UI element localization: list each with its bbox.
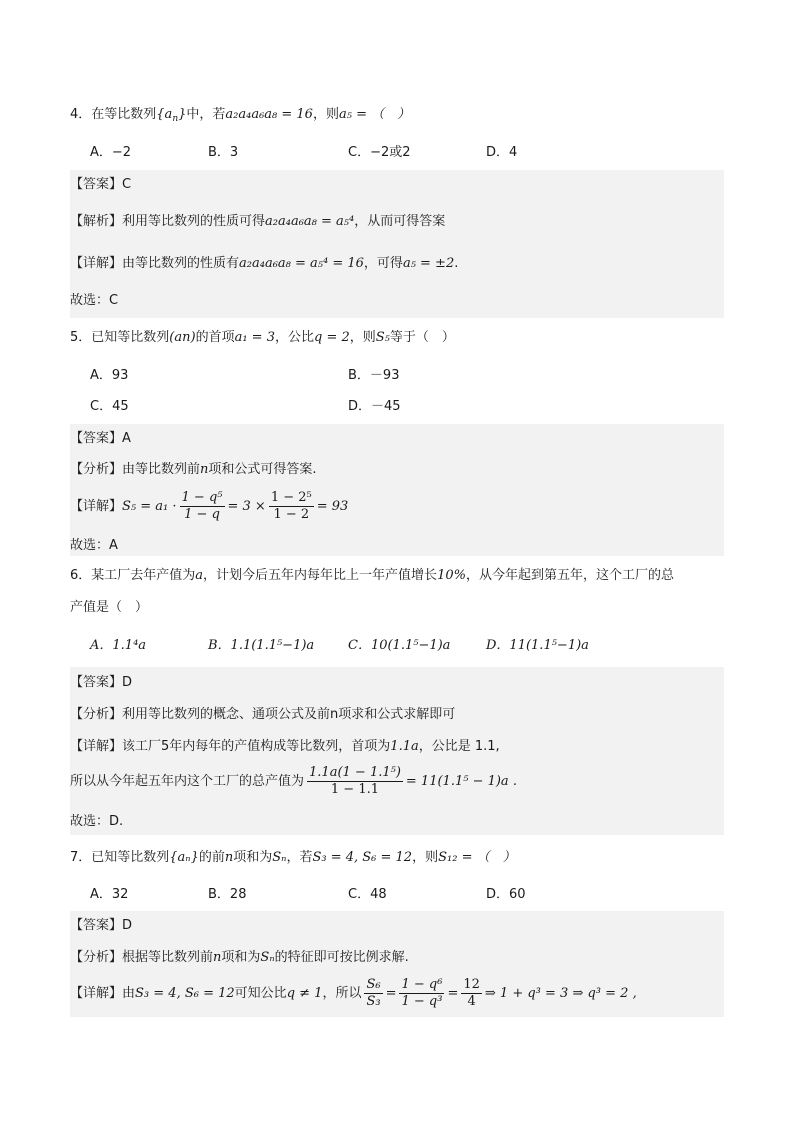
q7-analysis-text: 根据等比数列前: [122, 950, 214, 965]
q4-analysis-text: 利用等比数列的性质可得: [122, 214, 266, 229]
q4-choose: 故选：C: [70, 293, 119, 308]
q4-sequence: $\{a_n\}$: [156, 107, 187, 124]
q4-analysis-label: 【解析】: [70, 214, 123, 229]
q6-analysis: [70, 705, 455, 725]
q4-detail-label: 【详解】: [70, 256, 123, 271]
q7-detail-label: 【详解】: [70, 986, 123, 1001]
q4-stem-mid: 中，若: [186, 107, 226, 122]
q7-detail-condition: S₃ = 4, S₆ = 12: [135, 986, 235, 1001]
q7-detail-fraction-2: $\frac{\text{1 − q⁶}}{\text{1 − q³}}$: [401, 977, 443, 1009]
q5-detail-fraction-2: $\frac{\text{1 − 2⁵}}{1 - 2}$: [270, 490, 312, 522]
q4-option-b: B．3: [208, 145, 239, 160]
q4-option-d: D．4: [486, 145, 518, 160]
q7-answer: 【答案】D: [70, 918, 133, 933]
q6-detail-fraction: $\frac{\text{1.1a(1 − 1.1⁵)}}{1 - 1.1}$: [309, 765, 401, 797]
q4-detail: [70, 254, 458, 274]
q6-analysis-text: 利用等比数列的概念、通项公式及前n项求和公式求解即可: [122, 707, 456, 722]
q4-option-c: C．−2或2: [348, 145, 411, 160]
question-7-stem: [70, 848, 516, 868]
q5-sequence: (an): [169, 330, 196, 345]
q5-stem-prefix: 5．已知等比数列: [70, 330, 170, 345]
q7-analysis-n: n: [213, 950, 222, 965]
q7-detail-fraction-1: $\frac{\text{S₆}}{\text{S₃}}$: [366, 977, 381, 1009]
q4-analysis-tail: ，从而可得答案: [354, 214, 446, 229]
q7-target: S₁₂ = （ ）: [438, 850, 516, 865]
q5-stem-mid3: ，则: [349, 330, 376, 345]
q6-detail-line2: [70, 764, 517, 800]
q4-analysis-expr: a₂a₄a₆a₈ = a₅⁴: [265, 214, 355, 229]
q7-analysis: [70, 948, 409, 968]
q6-detail-line2-rhs: = 11(1.1⁵ − 1)a .: [405, 774, 517, 789]
q6-detail-first-term: 1.1a: [390, 739, 419, 754]
q7-stem-mid: 的前: [198, 850, 225, 865]
q5-detail-lhs: S₅ = a₁ ·: [122, 499, 177, 514]
q6-option-a: A．1.1⁴a: [90, 638, 147, 653]
q7-detail-eq-1: =: [385, 986, 397, 1001]
q4-detail-text: 由等比数列的性质有: [122, 256, 240, 271]
q5-analysis: [70, 460, 317, 480]
q5-stem-mid2: ，公比: [274, 330, 314, 345]
q7-option-d: D．60: [486, 887, 526, 902]
q7-option-c: C．48: [348, 887, 387, 902]
q7-sequence: {aₙ}: [169, 850, 199, 865]
q6-stem-mid: ，计划今后五年内每年比上一年产值增长: [203, 568, 438, 583]
q7-analysis-sn: Sₙ: [260, 950, 275, 965]
document-page: [70, 0, 724, 1123]
q5-analysis-label: 【分析】: [70, 462, 123, 477]
q6-detail-text: 该工厂5年内每年的产值构成等比数列，首项为: [122, 739, 391, 754]
q7-stem-prefix: 7．已知等比数列: [70, 850, 170, 865]
q5-option-d: D．－45: [348, 399, 401, 414]
q4-stem-mid2: ，则: [312, 107, 339, 122]
q6-detail-ratio: ，公比是 1.1,: [418, 739, 500, 754]
q5-s5: S₅: [375, 330, 390, 345]
q7-detail-chain: ⇒ 1 + q³ = 3 ⇒ q³ = 2 ,: [484, 986, 637, 1001]
q6-choose: 故选：D.: [70, 814, 124, 829]
q7-stem-mid2: 项和为: [233, 850, 273, 865]
q4-solution-box: [70, 170, 724, 318]
q6-option-b: B．1.1(1.1⁵−1)a: [208, 638, 315, 653]
q5-first-term: a₁ = 3: [234, 330, 275, 345]
question-6-stem-line2: 产值是（ ）: [70, 600, 149, 615]
q7-detail-eq-2: =: [447, 986, 459, 1001]
q5-ratio: q = 2: [313, 330, 350, 345]
q5-detail-fraction-1: $\frac{\text{1 − q⁵}}{1 - q}$: [181, 490, 223, 522]
q7-condition: S₃ = 4, S₆ = 12: [312, 850, 413, 865]
q4-condition: a₂a₄a₆a₈ = 16: [225, 107, 313, 122]
q6-stem-end: ，从今年起到第五年，这个工厂的总: [465, 568, 674, 583]
q4-target: a₅ = （ ）: [338, 107, 411, 122]
q4-analysis: [70, 212, 445, 232]
q7-detail: [70, 977, 637, 1011]
q4-option-a: A．−2: [90, 145, 132, 160]
q7-option-b: B．28: [208, 887, 247, 902]
question-4-stem: [70, 105, 410, 129]
q7-stem-mid3: ，若: [286, 850, 313, 865]
q7-detail-mid: 可知公比: [234, 986, 287, 1001]
q7-option-a: A．32: [90, 887, 129, 902]
q6-answer: 【答案】D: [70, 675, 133, 690]
q4-detail-result: a₅ = ±2: [402, 256, 455, 271]
q7-detail-q: q ≠ 1: [286, 986, 323, 1001]
q6-detail-label: 【详解】: [70, 739, 123, 754]
q7-detail-mid2: ，所以: [322, 986, 362, 1001]
q6-option-d: D．11(1.1⁵−1)a: [486, 638, 589, 653]
q5-option-b: B．－93: [348, 368, 400, 383]
q7-analysis-mid: 项和为: [221, 950, 261, 965]
q7-analysis-label: 【分析】: [70, 950, 123, 965]
q6-stem-a: a: [195, 568, 204, 583]
q5-option-a: A．93: [90, 368, 129, 383]
q7-n: n: [224, 850, 234, 865]
q5-analysis-text: 由等比数列前: [122, 462, 201, 477]
q5-detail-label: 【详解】: [70, 499, 123, 514]
q7-sn: Sₙ: [272, 850, 287, 865]
q4-answer: 【答案】C: [70, 177, 132, 192]
q5-detail-rhs: = 93: [316, 499, 349, 514]
q4-stem-prefix: 4．在等比数列: [70, 107, 157, 122]
q6-detail-line2-prefix: 所以从今年起五年内这个工厂的总产值为: [70, 774, 305, 789]
q6-analysis-label: 【分析】: [70, 707, 123, 722]
q5-stem-mid: 的首项: [195, 330, 235, 345]
q5-analysis-n: n: [200, 462, 209, 477]
q7-stem-mid4: ，则: [412, 850, 439, 865]
q5-option-c: C．45: [90, 399, 129, 414]
q6-option-c: C．10(1.1⁵−1)a: [348, 638, 451, 653]
q4-detail-end: .: [454, 256, 459, 271]
q5-stem-end: 等于（ ）: [389, 330, 455, 345]
q5-analysis-tail: 项和公式可得答案.: [208, 462, 317, 477]
q6-detail-line1: [70, 737, 500, 757]
q4-detail-tail: ，可得: [363, 256, 403, 271]
question-6-stem-line1: [70, 566, 674, 586]
q5-choose: 故选：A: [70, 538, 118, 553]
q6-stem-prefix: 6．某工厂去年产值为: [70, 568, 196, 583]
q7-analysis-tail: 的特征即可按比例求解.: [274, 950, 409, 965]
q5-detail: [70, 490, 348, 524]
q5-answer: 【答案】A: [70, 431, 131, 446]
q7-detail-text: 由: [122, 986, 136, 1001]
q5-detail-mid: = 3 ×: [227, 499, 266, 514]
q6-stem-percent: 10%: [437, 568, 466, 583]
q4-detail-expr: a₂a₄a₆a₈ = a₅⁴ = 16: [239, 256, 364, 271]
q7-detail-fraction-3: $\frac{12}{4}$: [463, 977, 480, 1009]
question-5-stem: [70, 328, 455, 348]
